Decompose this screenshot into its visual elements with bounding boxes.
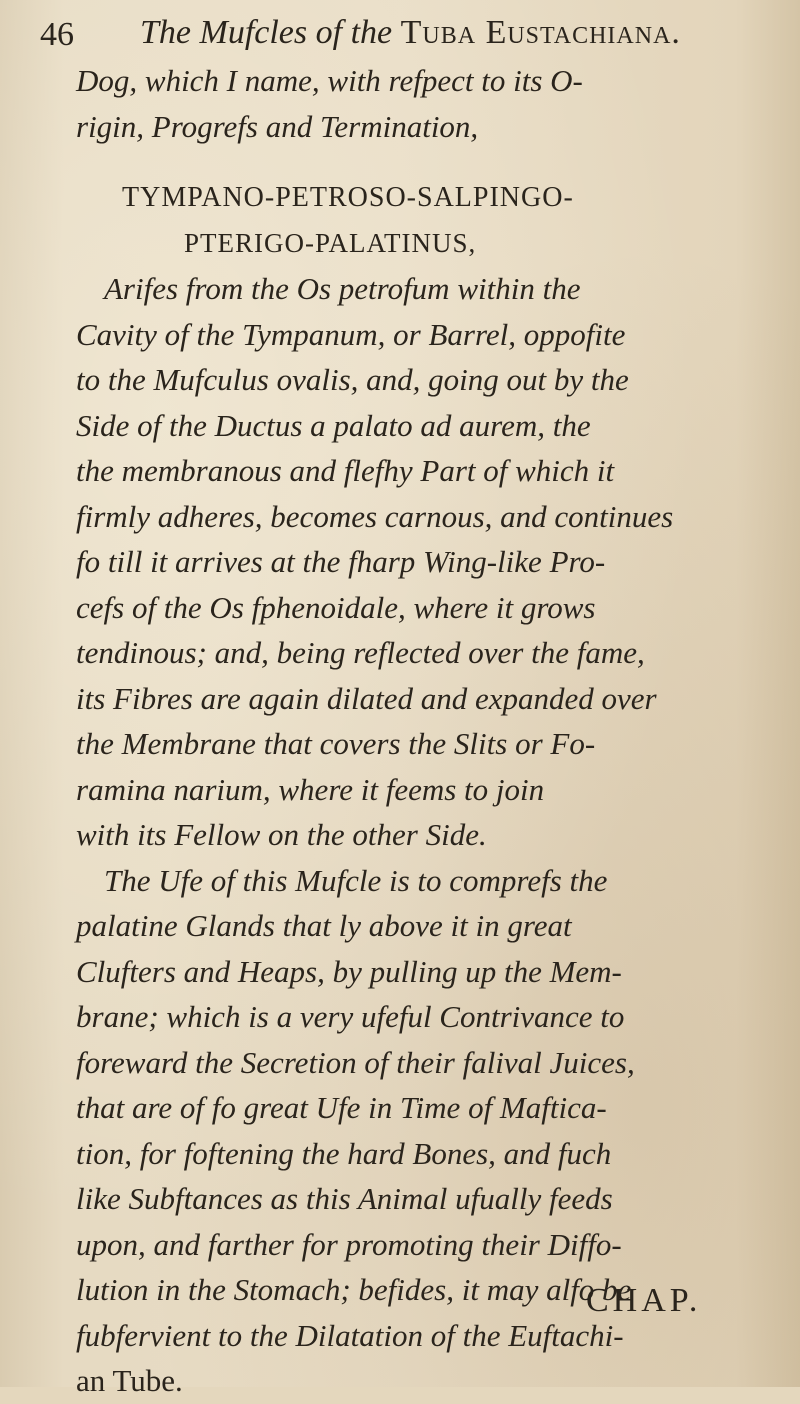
text-line: with its Fellow on the other Side. bbox=[76, 817, 487, 852]
page-number: 46 bbox=[40, 16, 74, 53]
body-text bbox=[76, 58, 800, 1404]
text-line: to the Mufculus ovalis, and, going out by the bbox=[76, 362, 629, 397]
text-line: fo till it arrives at the fharp Wing-like Pro- bbox=[76, 544, 606, 579]
catchword: CHAP. bbox=[586, 1282, 702, 1319]
text-line: its Fibres are again dilated and expanded over bbox=[76, 680, 657, 716]
text-line: an Tube. bbox=[76, 1363, 183, 1398]
text-line: Arifes from the Os petrofum within the bbox=[104, 271, 581, 306]
text-line: palatine Glands that ly above it in great bbox=[76, 908, 572, 943]
text-line: that are of fo great Ufe in Time of Maftica- bbox=[76, 1090, 607, 1125]
text-line: brane; which is a very ufeful Contrivance to bbox=[76, 999, 625, 1034]
text-line: Side of the Ductus a palato ad aurem, the bbox=[76, 407, 591, 443]
text-line: firmly adheres, becomes carnous, and continues bbox=[76, 498, 674, 534]
muscle-name-heading-cont: PTERIGO-PALATINUS, bbox=[184, 227, 477, 258]
text-line: The Ufe of this Mufcle is to comprefs the bbox=[104, 862, 608, 898]
text-line: like Subftances as this Animal ufually feeds bbox=[76, 1181, 613, 1216]
text-line: Cavity of the Tympanum, or Barrel, oppofite bbox=[76, 316, 626, 352]
text-line: lution in the Stomach; befides, it may alfo be bbox=[76, 1272, 632, 1307]
text-line: rigin, Progrefs and Termination, bbox=[76, 108, 479, 144]
running-head-italic: The Mufcles of the bbox=[140, 14, 393, 51]
text-line: foreward the Secretion of their falival Juices, bbox=[76, 1044, 635, 1080]
running-head-caps: Tuba Eustachiana. bbox=[400, 14, 681, 51]
text-line: upon, and farther for promoting their Diffo- bbox=[76, 1226, 622, 1262]
text-line: Clufters and Heaps, by pulling up the Mem- bbox=[76, 953, 622, 989]
text-line: the Membrane that covers the Slits or Fo- bbox=[76, 726, 596, 761]
text-line: tion, for foftening the hard Bones, and fuch bbox=[76, 1135, 612, 1171]
text-line: tendinous; and, being reflected over the fame, bbox=[76, 635, 645, 670]
blank-line bbox=[76, 149, 800, 175]
text-line: cefs of the Os fphenoidale, where it grows bbox=[76, 589, 596, 625]
page-header bbox=[40, 14, 800, 58]
text-line: Dog, which I name, with refpect to its O- bbox=[76, 63, 583, 98]
text-line: fubfervient to the Dilatation of the Euftachi- bbox=[76, 1317, 624, 1353]
muscle-name-heading: TYMPANO-PETROSO-SALPINGO- bbox=[122, 182, 574, 213]
text-line: the membranous and flefhy Part of which it bbox=[76, 453, 615, 488]
text-line: ramina narium, where it feems to join bbox=[76, 771, 545, 807]
running-head bbox=[140, 14, 681, 52]
